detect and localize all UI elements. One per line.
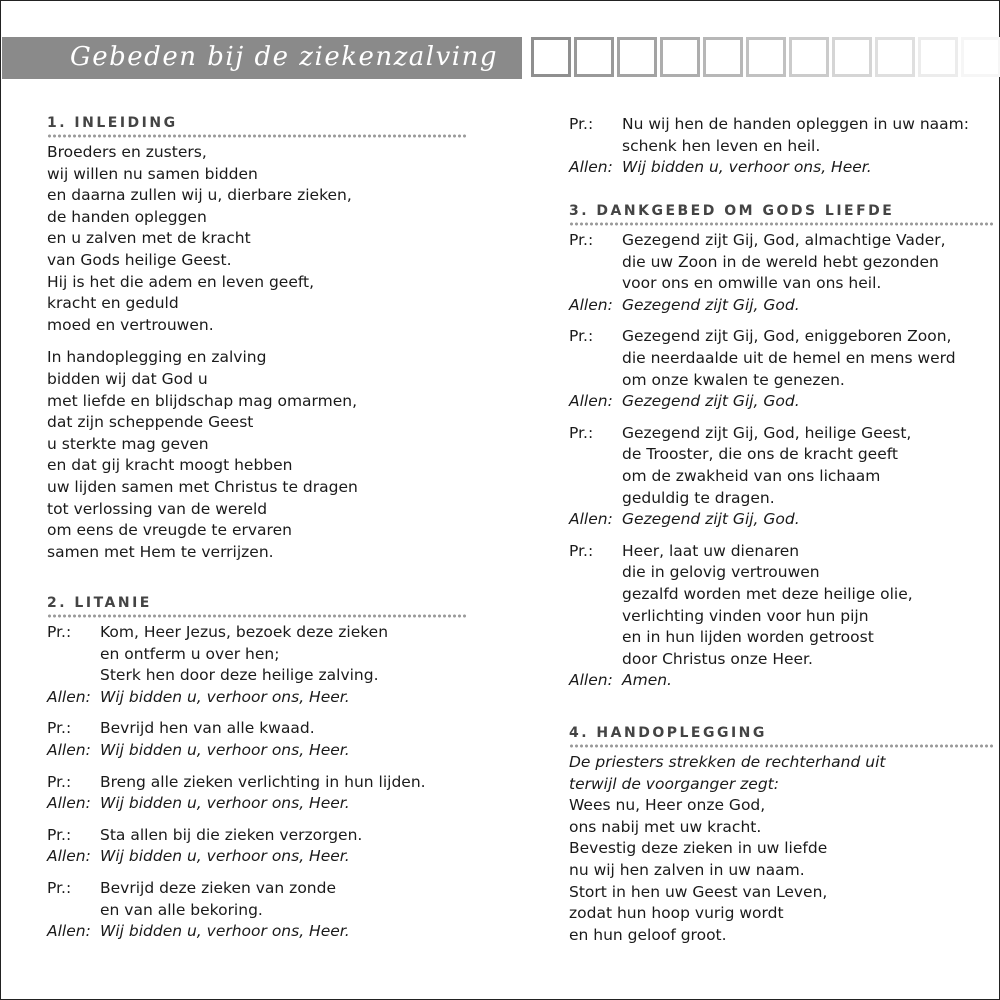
priest-label: Pr.: <box>569 327 594 346</box>
decorative-box <box>531 37 571 77</box>
allen-label: Allen: <box>569 158 613 177</box>
allen-label: Allen: <box>569 510 613 529</box>
decorative-box <box>746 37 786 77</box>
priest-line: die uw Zoon in de wereld hebt gezonden <box>622 252 939 271</box>
priest-label: Pr.: <box>569 115 594 133</box>
rubric-line: terwijl de voorganger zegt: <box>569 774 779 793</box>
priest-label: Pr.: <box>47 719 72 738</box>
priest-line: geduldig te dragen. <box>622 488 775 507</box>
priest-line: om de zwakheid van ons lichaam <box>622 466 881 485</box>
allen-response: Amen. <box>622 671 672 690</box>
decorative-box <box>918 37 958 77</box>
section-dankgebed <box>569 203 994 702</box>
priest-line: schenk hen leven en heil. <box>622 136 821 155</box>
decorative-box <box>789 37 829 77</box>
allen-label: Allen: <box>569 671 613 690</box>
text-line: en u zalven met de kracht <box>47 229 251 248</box>
priest-line: Gezegend zijt Gij, God, almachtige Vader, <box>622 231 946 249</box>
allen-response: Wij bidden u, verhoor ons, Heer. <box>622 158 872 177</box>
text-line: met liefde en blijdschap mag omarmen, <box>47 391 358 410</box>
text-line: tot verlossing van de wereld <box>47 499 268 518</box>
section-heading: 2. LITANIE <box>47 595 152 611</box>
priest-line: Bevrijd hen van alle kwaad. <box>100 719 315 738</box>
prayer-group <box>569 326 994 412</box>
allen-response: Wij bidden u, verhoor ons, Heer. <box>100 922 350 941</box>
allen-label: Allen: <box>47 687 91 706</box>
priest-label: Pr.: <box>47 772 72 791</box>
paragraph <box>47 142 467 336</box>
priest-line: Sta allen bij die zieken verzorgen. <box>100 825 363 844</box>
text-line: wij willen nu samen bidden <box>47 164 258 183</box>
priest-line: en ontferm u over hen; <box>100 644 280 663</box>
prayer-group <box>47 772 467 815</box>
priest-line: door Christus onze Heer. <box>622 649 813 668</box>
priest-line: en van alle bekoring. <box>100 900 263 919</box>
text-line: uw lijden samen met Christus te dragen <box>47 477 358 496</box>
text-line: samen met Hem te verrijzen. <box>47 542 274 561</box>
priest-line: verlichting vinden voor hun pijn <box>622 606 869 625</box>
priest-label: Pr.: <box>47 623 72 641</box>
priest-label: Pr.: <box>569 541 594 560</box>
priest-line: Gezegend zijt Gij, God, heilige Geest, <box>622 423 912 442</box>
text-line: om eens de vreugde te ervaren <box>47 521 292 540</box>
priest-line: Heer, laat uw dienaren <box>622 541 800 560</box>
text-line: zodat hun hoop vurig wordt <box>569 904 784 923</box>
priest-label: Pr.: <box>47 825 72 844</box>
section-inleiding <box>47 115 467 574</box>
text-line: en dat gij kracht moogt hebben <box>47 456 293 475</box>
decorative-box <box>703 37 743 77</box>
text-line: de handen opleggen <box>47 207 207 226</box>
allen-label: Allen: <box>47 922 91 941</box>
prayer-group <box>569 114 969 179</box>
text-line: nu wij hen zalven in uw naam. <box>569 860 805 879</box>
page-title: Gebeden bij de ziekenzalving <box>70 42 499 72</box>
text-line: en hun geloof groot. <box>569 925 727 944</box>
priest-line: die in gelovig vertrouwen <box>622 563 820 582</box>
priest-label: Pr.: <box>47 878 72 897</box>
decorative-box <box>617 37 657 77</box>
section-handoplegging <box>569 725 994 946</box>
dotted-divider <box>47 614 467 618</box>
text-line: moed en vertrouwen. <box>47 315 214 334</box>
allen-response: Wij bidden u, verhoor ons, Heer. <box>100 794 350 813</box>
decorative-box <box>832 37 872 77</box>
priest-line: de Trooster, die ons de kracht geeft <box>622 445 898 464</box>
dotted-divider <box>569 744 994 748</box>
text-line: Hij is het die adem en leven geeft, <box>47 272 315 291</box>
priest-line: en in hun lijden worden getroost <box>622 628 874 647</box>
paragraph <box>47 347 467 563</box>
rubric-line: De priesters strekken de rechterhand uit <box>569 753 886 771</box>
prayer-group <box>569 541 994 692</box>
text-line: Stort in hen uw Geest van Leven, <box>569 882 828 901</box>
text-line: Wees nu, Heer onze God, <box>569 796 766 815</box>
text-line: Broeders en zusters, <box>47 143 207 161</box>
section-heading: 1. INLEIDING <box>47 115 178 131</box>
decorative-box <box>875 37 915 77</box>
allen-label: Allen: <box>569 295 613 314</box>
allen-label: Allen: <box>47 794 91 813</box>
decorative-box <box>574 37 614 77</box>
allen-response: Wij bidden u, verhoor ons, Heer. <box>100 740 350 759</box>
allen-label: Allen: <box>47 847 91 866</box>
priest-label: Pr.: <box>569 231 594 249</box>
priest-line: voor ons en omwille van ons heil. <box>622 274 882 293</box>
priest-line: Nu wij hen de handen opleggen in uw naam: <box>622 115 970 133</box>
text-line: Bevestig deze zieken in uw liefde <box>569 839 828 858</box>
decorative-box <box>961 37 1000 77</box>
prayer-group <box>47 622 467 708</box>
text-line: en daarna zullen wij u, dierbare zieken, <box>47 186 352 205</box>
title-bar <box>2 37 522 79</box>
section-litanie-continued <box>569 114 969 189</box>
text-line: van Gods heilige Geest. <box>47 250 232 269</box>
prayer-group <box>47 825 467 868</box>
text-line: dat zijn scheppende Geest <box>47 413 254 432</box>
priest-label: Pr.: <box>569 423 594 442</box>
priest-line: om onze kwalen te genezen. <box>622 370 845 389</box>
priest-line: Gezegend zijt Gij, God, eniggeboren Zoon, <box>622 327 952 346</box>
allen-response: Gezegend zijt Gij, God. <box>622 295 800 314</box>
dotted-divider <box>47 134 467 138</box>
text-line: ons nabij met uw kracht. <box>569 817 762 836</box>
allen-response: Wij bidden u, verhoor ons, Heer. <box>100 847 350 866</box>
allen-response: Wij bidden u, verhoor ons, Heer. <box>100 687 350 706</box>
allen-label: Allen: <box>569 392 613 411</box>
priest-line: die neerdaalde uit de hemel en mens werd <box>622 348 956 367</box>
prayer-group <box>569 423 994 531</box>
section-heading: 4. HANDOPLEGGING <box>569 725 767 741</box>
priest-line: gezalfd worden met deze heilige olie, <box>622 584 913 603</box>
text-line: u sterkte mag geven <box>47 434 209 453</box>
prayer-group <box>569 230 994 316</box>
text-line: bidden wij dat God u <box>47 369 208 388</box>
priest-line: Sterk hen door deze heilige zalving. <box>100 666 379 685</box>
dotted-divider <box>569 222 994 226</box>
prayer-group <box>47 718 467 761</box>
allen-label: Allen: <box>47 740 91 759</box>
section-litanie <box>47 595 467 953</box>
priest-line: Bevrijd deze zieken van zonde <box>100 878 336 897</box>
section-heading: 3. DANKGEBED OM GODS LIEFDE <box>569 203 895 219</box>
prayer-group <box>47 878 467 943</box>
text-line: kracht en geduld <box>47 294 179 313</box>
decorative-box <box>660 37 700 77</box>
priest-line: Kom, Heer Jezus, bezoek deze zieken <box>100 623 389 641</box>
allen-response: Gezegend zijt Gij, God. <box>622 510 800 529</box>
allen-response: Gezegend zijt Gij, God. <box>622 392 800 411</box>
text-line: In handoplegging en zalving <box>47 348 267 367</box>
priest-line: Breng alle zieken verlichting in hun lijden. <box>100 772 426 791</box>
